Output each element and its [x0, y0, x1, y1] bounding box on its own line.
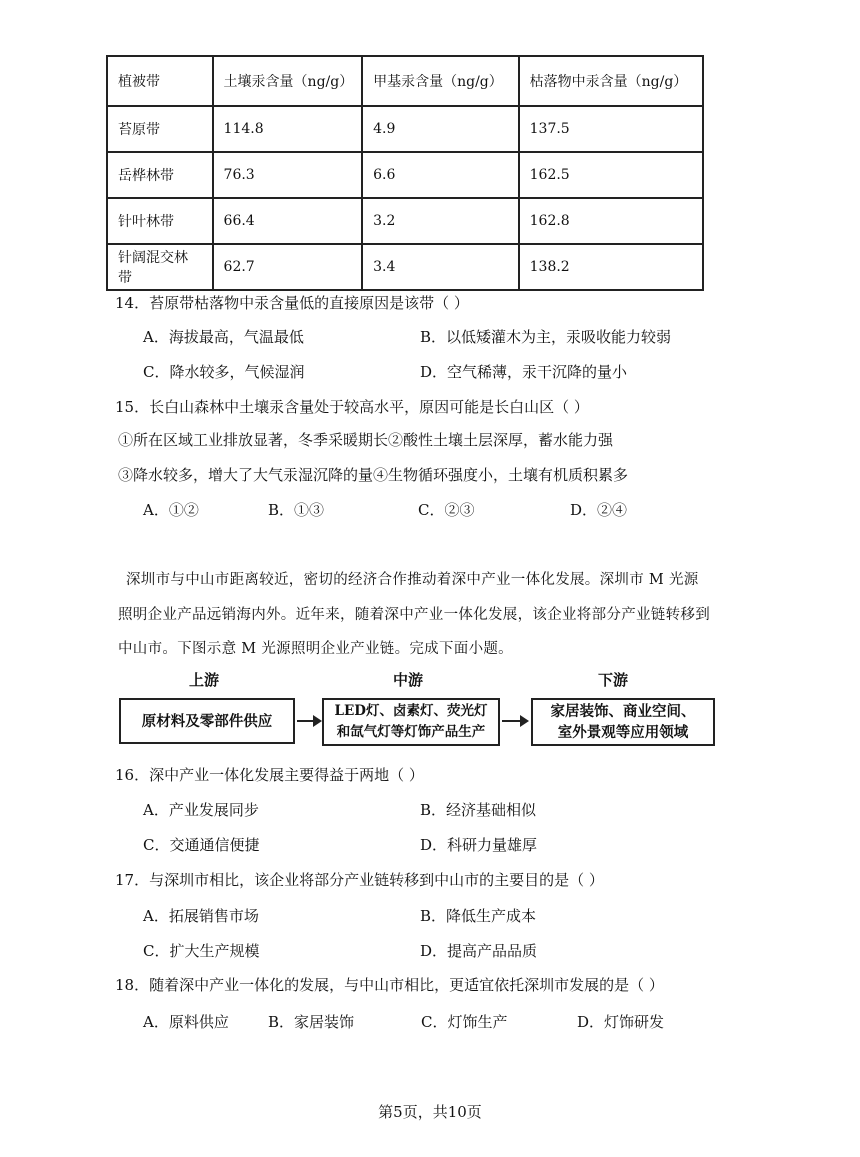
question-15-option-b: B．①③	[268, 501, 325, 519]
question-16-option-a: A．产业发展同步	[143, 801, 259, 819]
downstream-box	[531, 698, 715, 746]
table-cell: 114.8	[213, 106, 363, 152]
table-cell: 162.5	[519, 152, 703, 198]
passage-line-1: 深圳市与中山市距离较近，密切的经济合作推动着深中产业一体化发展。深圳市 M 光源	[126, 572, 699, 588]
midstream-box-line-1: LED灯、卤素灯、荧光灯	[334, 703, 488, 719]
question-17-option-d: D．提高产品品质	[420, 942, 538, 960]
table-cell: 3.4	[362, 244, 519, 290]
table-cell: 针阔混交林带	[107, 244, 213, 290]
question-18-option-d: D．灯饰研发	[577, 1013, 665, 1031]
question-16-option-b: B．经济基础相似	[420, 801, 537, 819]
question-16-stem: 16．深中产业一体化发展主要得益于两地（ ）	[115, 766, 424, 784]
downstream-box-line-2: 室外景观等应用领域	[557, 724, 689, 741]
table-cell: 62.7	[213, 244, 363, 290]
question-15-option-d: D．②④	[570, 501, 628, 519]
question-17-option-c: C．扩大生产规模	[143, 942, 260, 960]
arrow-icon	[502, 720, 527, 722]
question-14-stem: 14．苔原带枯落物中汞含量低的直接原因是该带（ ）	[115, 294, 469, 312]
table-cell: 162.8	[519, 198, 703, 244]
midstream-box	[322, 698, 500, 746]
midstream-label: 中游	[393, 671, 424, 689]
table-cell: 6.6	[362, 152, 519, 198]
table-row	[107, 106, 703, 152]
table-cell: 岳桦林带	[107, 152, 213, 198]
mercury-content-table	[106, 55, 704, 291]
table-row	[107, 152, 703, 198]
question-18-stem: 18．随着深中产业一体化的发展，与中山市相比，更适宜依托深圳市发展的是（ ）	[115, 976, 664, 994]
passage-line-3: 中山市。下图示意 M 光源照明企业产业链。完成下面小题。	[118, 641, 513, 657]
upstream-box-text: 原材料及零部件供应	[141, 712, 273, 730]
question-18-option-c: C．灯饰生产	[421, 1013, 508, 1031]
question-14-option-c: C．降水较多，气候湿润	[143, 363, 305, 381]
table-header-cell: 甲基汞含量（ng/g）	[362, 56, 519, 106]
question-18-option-b: B．家居装饰	[268, 1013, 355, 1031]
question-15-stem: 15．长白山森林中土壤汞含量处于较高水平，原因可能是长白山区（ ）	[115, 398, 589, 416]
table-cell: 3.2	[362, 198, 519, 244]
table-cell: 76.3	[213, 152, 363, 198]
question-15-statement-2: ③降水较多，增大了大气汞湿沉降的量④生物循环强度小，土壤有机质积累多	[118, 466, 629, 484]
upstream-label: 上游	[189, 671, 220, 689]
question-17-option-b: B．降低生产成本	[420, 907, 537, 925]
table-cell: 4.9	[362, 106, 519, 152]
question-17-stem: 17．与深圳市相比，该企业将部分产业链转移到中山市的主要目的是（ ）	[115, 871, 604, 889]
question-14-option-a: A．海拔最高，气温最低	[143, 328, 304, 346]
table-row	[107, 198, 703, 244]
table-cell: 138.2	[519, 244, 703, 290]
table-cell: 137.5	[519, 106, 703, 152]
table-header-row	[107, 56, 703, 106]
downstream-label: 下游	[598, 671, 629, 689]
upstream-box	[119, 698, 295, 744]
question-15-option-a: A．①②	[143, 501, 199, 519]
passage-line-2: 照明企业产品远销海内外。近年来，随着深中产业一体化发展，该企业将部分产业链转移到	[118, 607, 710, 623]
table-header-cell: 植被带	[107, 56, 213, 106]
midstream-box-line-2: 和氙气灯等灯饰产品生产	[336, 724, 486, 740]
table-header-cell: 土壤汞含量（ng/g）	[213, 56, 363, 106]
page-number: 第5页，共10页	[378, 1103, 482, 1121]
question-18-option-a: A．原料供应	[143, 1013, 229, 1031]
question-14-option-b: B．以低矮灌木为主，汞吸收能力较弱	[420, 328, 672, 346]
table-cell: 苔原带	[107, 106, 213, 152]
question-15-statement-1: ①所在区域工业排放显著，冬季采暖期长②酸性土壤土层深厚，蓄水能力强	[118, 431, 614, 449]
downstream-box-line-1: 家居装饰、商业空间、	[550, 703, 696, 720]
table-header-cell: 枯落物中汞含量（ng/g）	[519, 56, 703, 106]
question-15-option-c: C．②③	[418, 501, 475, 519]
question-16-option-c: C．交通通信便捷	[143, 836, 260, 854]
question-14-option-d: D．空气稀薄，汞干沉降的量小	[420, 363, 628, 381]
arrow-icon	[297, 720, 320, 722]
table-cell: 针叶林带	[107, 198, 213, 244]
question-16-option-d: D．科研力量雄厚	[420, 836, 538, 854]
table-row	[107, 244, 703, 290]
question-17-option-a: A．拓展销售市场	[143, 907, 259, 925]
table-cell: 66.4	[213, 198, 363, 244]
